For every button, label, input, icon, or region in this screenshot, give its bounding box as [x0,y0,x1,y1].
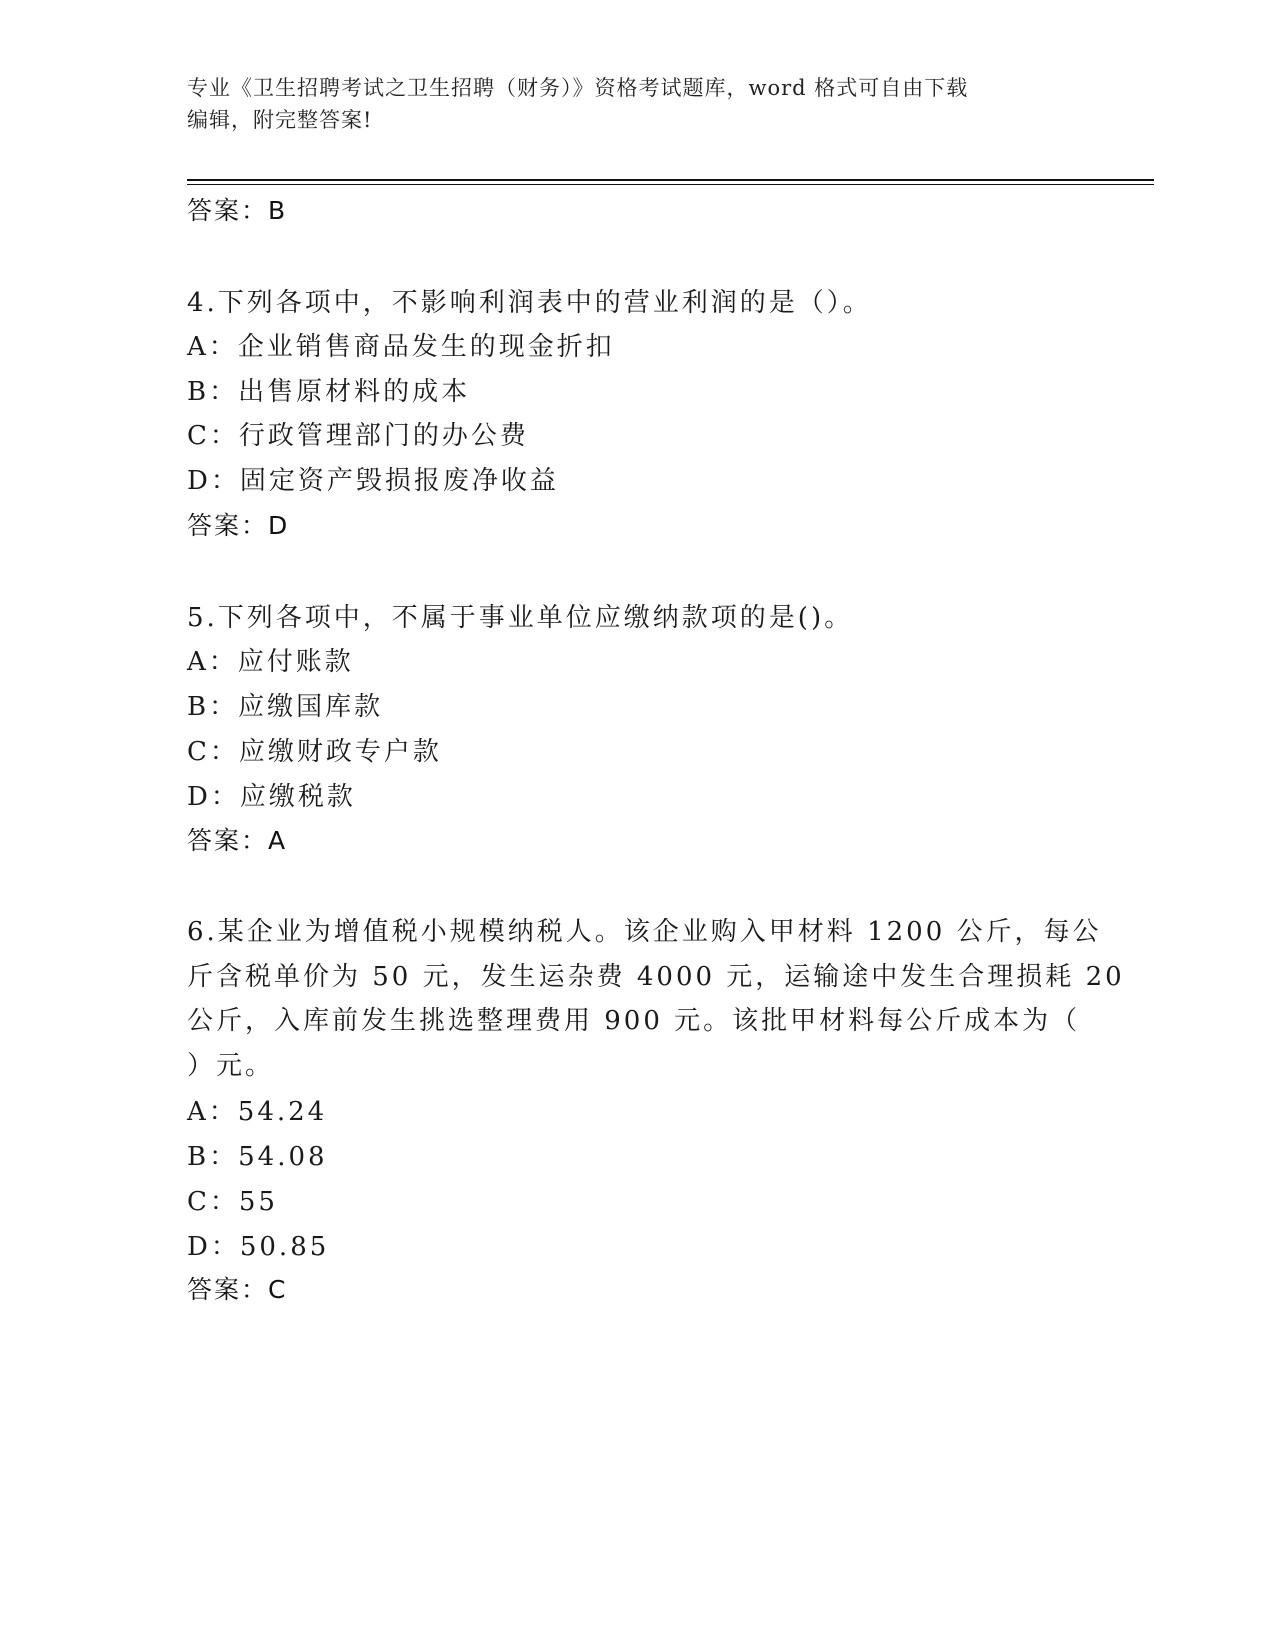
question-4-option-d: D：固定资产毁损报废净收益 [187,466,559,496]
question-6-answer: 答案：C [187,1275,288,1304]
question-4-option-c: C：行政管理部门的办公费 [187,421,529,451]
question-5-option-c: C：应缴财政专户款 [187,737,442,767]
question-6-stem-line-4: ）元。 [187,1051,275,1081]
previous-answer: 答案：B [187,196,288,225]
question-6-stem-line-1: 6.某企业为增值税小规模纳税人。该企业购入甲材料 1200 公斤，每公 [187,917,1102,947]
question-6-option-a: A：54.24 [187,1097,328,1127]
question-5-option-d: D：应缴税款 [187,782,356,812]
header-line-2: 编辑，附完整答案! [187,108,373,132]
header-line-1: 专业《卫生招聘考试之卫生招聘（财务）》资格考试题库，word 格式可自由下载 [187,76,969,100]
document-header [187,72,1087,136]
question-6-stem-line-2: 斤含税单价为 50 元，发生运杂费 4000 元，运输途中发生合理损耗 20 [187,962,1125,992]
question-4-option-b: B：出售原材料的成本 [187,377,471,407]
question-5-option-b: B：应缴国库款 [187,692,384,722]
header-divider-thin [187,184,1154,185]
question-4-answer: 答案：D [187,511,290,540]
question-6-option-c: C：55 [187,1187,278,1217]
header-divider-thick [187,179,1154,181]
question-4-option-a: A：企业销售商品发生的现金折扣 [187,332,615,362]
question-6-option-b: B：54.08 [187,1142,328,1172]
question-5-stem: 5.下列各项中，不属于事业单位应缴纳款项的是()。 [187,603,854,633]
question-5-answer: 答案：A [187,826,288,855]
question-6-option-d: D：50.85 [187,1232,330,1262]
question-5-option-a: A：应付账款 [187,647,354,677]
question-4-stem: 4.下列各项中，不影响利润表中的营业利润的是（）。 [187,288,872,318]
question-6-stem-line-3: 公斤，入库前发生挑选整理费用 900 元。该批甲材料每公斤成本为（ [187,1006,1081,1036]
